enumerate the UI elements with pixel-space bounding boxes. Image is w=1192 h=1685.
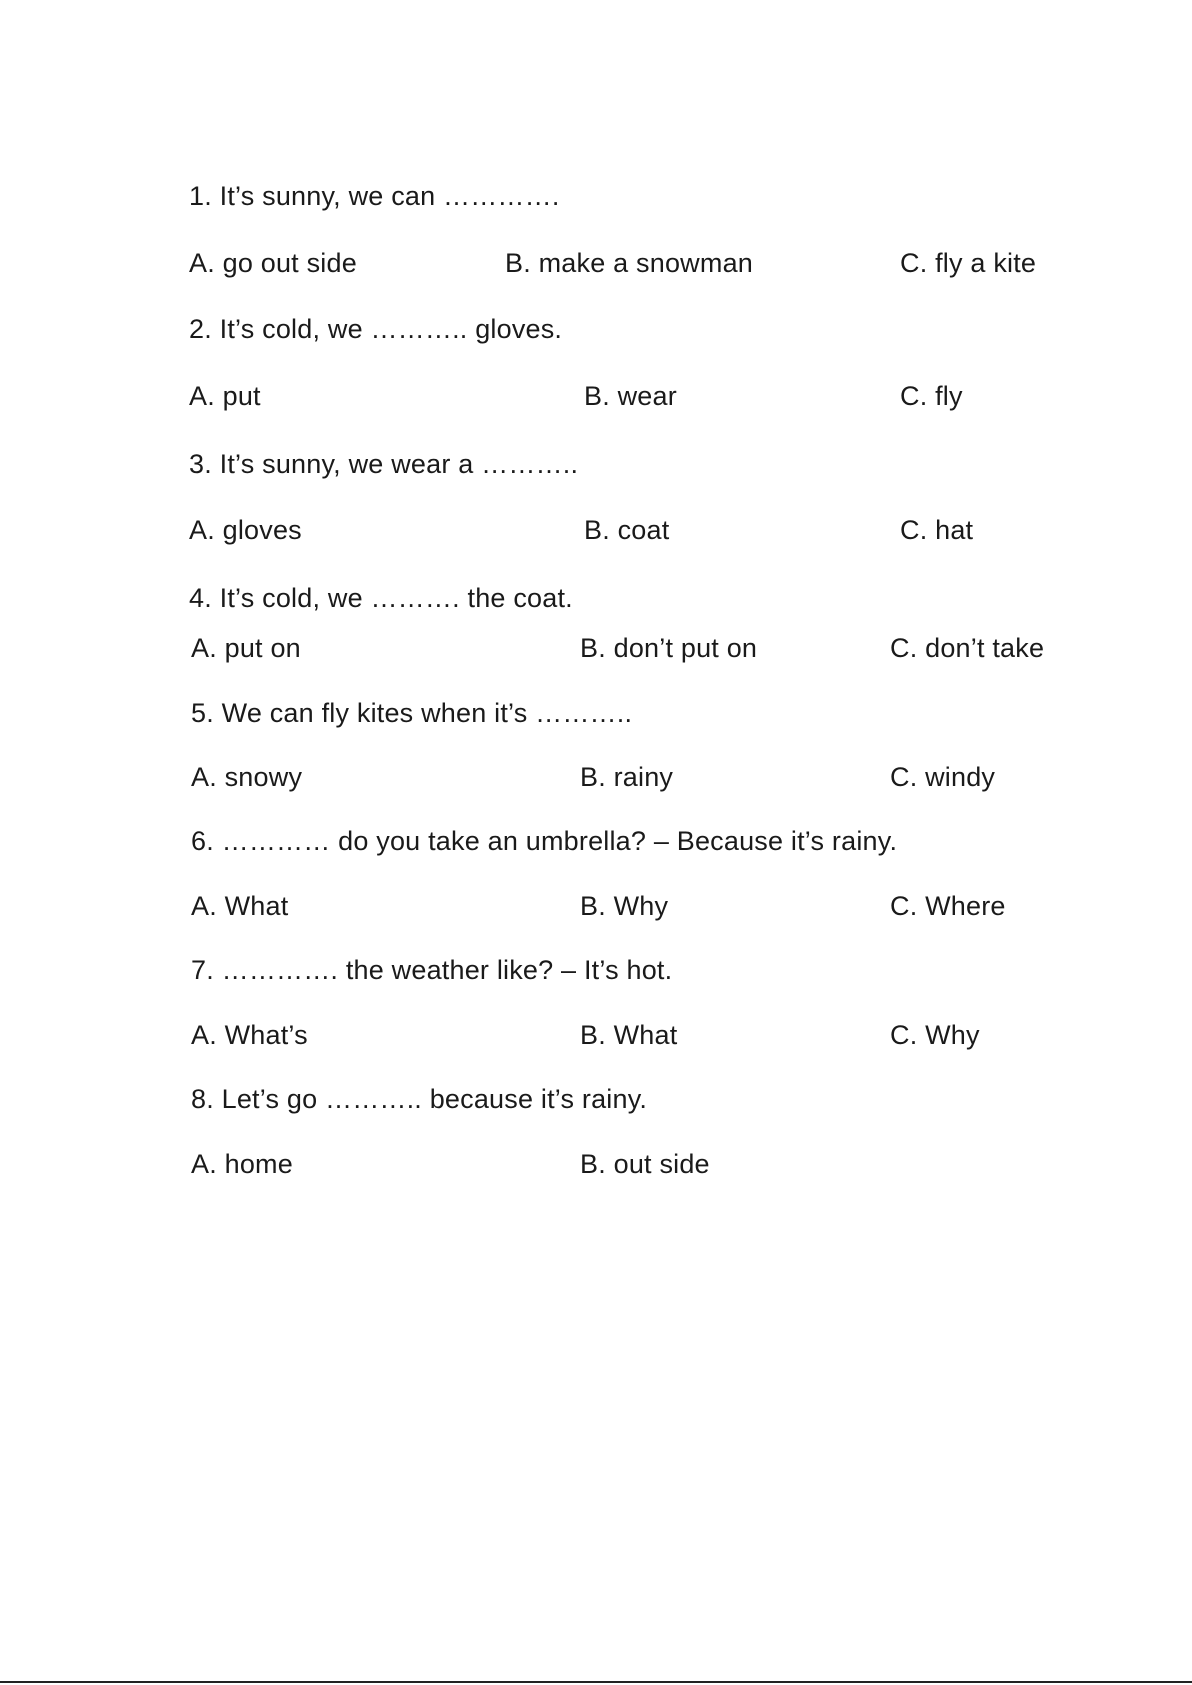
question-2-option-a: A. put	[189, 381, 261, 411]
question-5-stem: 5. We can fly kites when it’s ………..	[191, 698, 633, 728]
question-7-option-b: B. What	[580, 1020, 678, 1050]
question-5-option-b: B. rainy	[580, 762, 674, 792]
question-2-option-b: B. wear	[584, 381, 677, 411]
question-6-stem: 6. ………… do you take an umbrella? – Because it’s rainy.	[191, 826, 898, 856]
question-5-option-a: A. snowy	[191, 762, 303, 792]
question-8-option-a: A. home	[191, 1149, 293, 1179]
question-1-stem: 1. It’s sunny, we can ………….	[189, 181, 560, 211]
question-1-option-b: B. make a snowman	[505, 248, 754, 278]
question-8-stem: 8. Let’s go ……….. because it’s rainy.	[191, 1084, 648, 1114]
question-7-option-c: C. Why	[890, 1020, 980, 1050]
question-3-option-a: A. gloves	[189, 515, 302, 545]
question-4-option-c: C. don’t take	[890, 633, 1045, 663]
page-bottom-divider	[0, 1681, 1192, 1683]
question-3-stem: 3. It’s sunny, we wear a ………..	[189, 449, 579, 479]
question-6-option-a: A. What	[191, 891, 289, 921]
question-3-option-b: B. coat	[584, 515, 670, 545]
question-1-option-c: C. fly a kite	[900, 248, 1037, 278]
question-5-option-c: C. windy	[890, 762, 996, 792]
question-6-option-c: C. Where	[890, 891, 1006, 921]
question-8-option-b: B. out side	[580, 1149, 710, 1179]
question-2-option-c: C. fly	[900, 381, 963, 411]
question-4-stem: 4. It’s cold, we ………. the coat.	[189, 583, 573, 613]
question-7-option-a: A. What’s	[191, 1020, 308, 1050]
question-6-option-b: B. Why	[580, 891, 669, 921]
question-4-option-b: B. don’t put on	[580, 633, 758, 663]
question-2-stem: 2. It’s cold, we ……….. gloves.	[189, 314, 563, 344]
question-4-option-a: A. put on	[191, 633, 301, 663]
question-1-option-a: A. go out side	[189, 248, 357, 278]
question-3-option-c: C. hat	[900, 515, 974, 545]
question-7-stem: 7. …………. the weather like? – It’s hot.	[191, 955, 673, 985]
